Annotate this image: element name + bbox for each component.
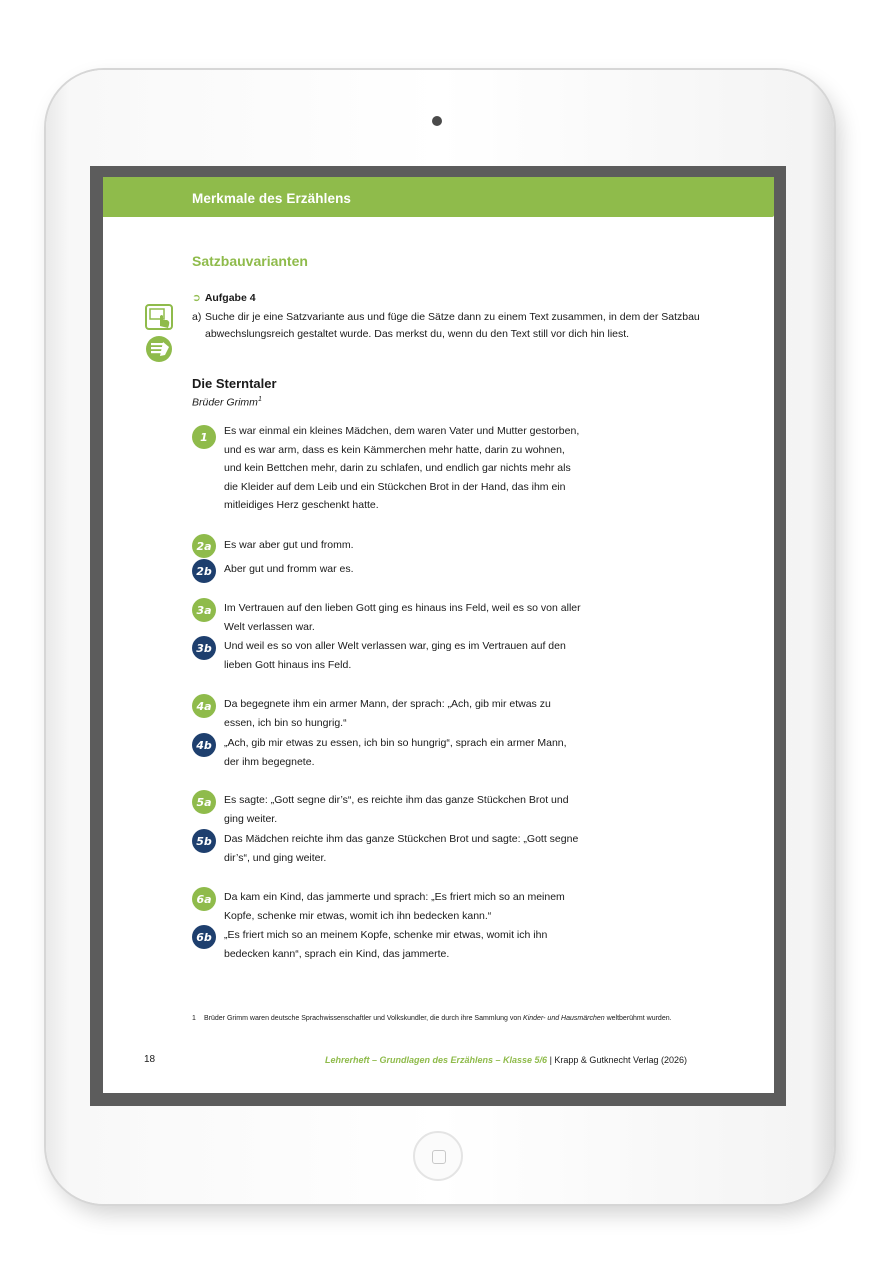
task-instruction xyxy=(192,309,702,343)
variant-text: Und weil es so von aller Welt verlassen war, ging es im Vertrauen auf den lieben Gott hinaus ins Feld. xyxy=(224,640,566,671)
footer-publisher: | Krapp & Gutknecht Verlag (2026) xyxy=(547,1055,687,1065)
variant-text: „Es friert mich so an meinem Kopfe, schenke mir etwas, womit ich ihn bedecken kann“, sprach ein Kind, das jammerte. xyxy=(224,929,548,960)
footnote-text xyxy=(192,1013,692,1024)
section-title: Satzbauvarianten xyxy=(192,253,308,269)
footnote-ref: 1 xyxy=(257,396,262,403)
story-author xyxy=(192,396,262,409)
story-title: Die Sterntaler xyxy=(192,376,277,391)
footnote-text-part: Brüder Grimm waren deutsche Sprachwissenschaftler und Volkskundler, die durch ihre Sammlung von xyxy=(204,1015,524,1022)
variant-badge: 4a xyxy=(192,694,216,718)
variant-badge: 2a xyxy=(192,534,216,558)
variant-text: Aber gut und fromm war es. xyxy=(224,563,354,575)
variant-text: Im Vertrauen auf den lieben Gott ging es hinaus ins Feld, weil es so von aller Welt verlassen war. xyxy=(224,602,581,633)
footer-series: Lehrerheft – Grundlagen des Erzählens – Klasse 5/6 xyxy=(324,1055,548,1065)
story-author-name: Brüder Grimm xyxy=(192,396,258,409)
task-body: Suche dir je eine Satzvariante aus und füge die Sätze dann zu einem Text zusammen, in dem der Satzbau abwechslungsreich gestaltet wurde. Das merkst du, wenn du den Text still vor dich hin liest. xyxy=(205,311,700,340)
tablet-hand-icon xyxy=(145,304,173,330)
home-button[interactable] xyxy=(413,1131,463,1181)
variant-badge: 3a xyxy=(192,598,216,622)
home-square-icon xyxy=(432,1150,446,1164)
footnote xyxy=(192,1013,692,1024)
variant-badge: 6a xyxy=(192,887,216,911)
variant-text: Es war aber gut und fromm. xyxy=(224,539,354,551)
variant-text: „Ach, gib mir etwas zu essen, ich bin so hungrig“, sprach ein armer Mann, der ihm begegnete. xyxy=(224,737,567,768)
footnote-italic: Kinder- und Hausmärchen xyxy=(523,1015,605,1022)
variant-badge: 6b xyxy=(192,925,216,949)
footnote-text-part: weltberühmt wurden. xyxy=(604,1015,672,1022)
task-label xyxy=(192,292,256,304)
variant-text: Es war einmal ein kleines Mädchen, dem waren Vater und Mutter gestorben, und es war arm, dass es kein Kämmerchen mehr hatte, darin zu wohnen, und kein Bettchen mehr, darin zu schlafen, und endlich gar nichts mehr als die Kleider auf dem Leib und ein Stückchen Brot in der Hand, das ihm ein mitleidiges Herz geschenkt hatte. xyxy=(224,425,580,511)
arrow-icon: ➲ xyxy=(192,292,201,304)
footnote-number: 1 xyxy=(192,1015,196,1022)
variant-badge: 5b xyxy=(192,829,216,853)
chapter-header xyxy=(103,177,774,217)
page-number: 18 xyxy=(144,1054,156,1065)
variant-badge: 5a xyxy=(192,790,216,814)
variant-badge: 2b xyxy=(192,559,216,583)
chapter-title: Merkmale des Erzählens xyxy=(192,191,352,206)
variant-badge: 3b xyxy=(192,636,216,660)
variant-text: Es sagte: „Gott segne dir’s“, es reichte ihm das ganze Stückchen Brot und ging weiter. xyxy=(224,794,569,825)
variant-text: Da begegnete ihm ein armer Mann, der sprach: „Ach, gib mir etwas zu essen, ich bin so hungrig.“ xyxy=(224,698,551,729)
variant-text: Das Mädchen reichte ihm das ganze Stückchen Brot und sagte: „Gott segne dir’s“, und ging weiter. xyxy=(224,833,579,864)
writing-hand-icon xyxy=(145,335,173,363)
variant-badge: 1 xyxy=(192,425,216,449)
document-page xyxy=(103,177,774,1093)
footer-reference xyxy=(325,1055,687,1065)
variant-text: Da kam ein Kind, das jammerte und sprach: „Es friert mich so an meinem Kopfe, schenke mir etwas, womit ich ihn bedecken kann.“ xyxy=(224,891,565,922)
camera-icon xyxy=(432,116,442,126)
task-letter: a) xyxy=(192,311,202,323)
variant-badge: 4b xyxy=(192,733,216,757)
task-label-text: Aufgabe 4 xyxy=(204,292,256,304)
